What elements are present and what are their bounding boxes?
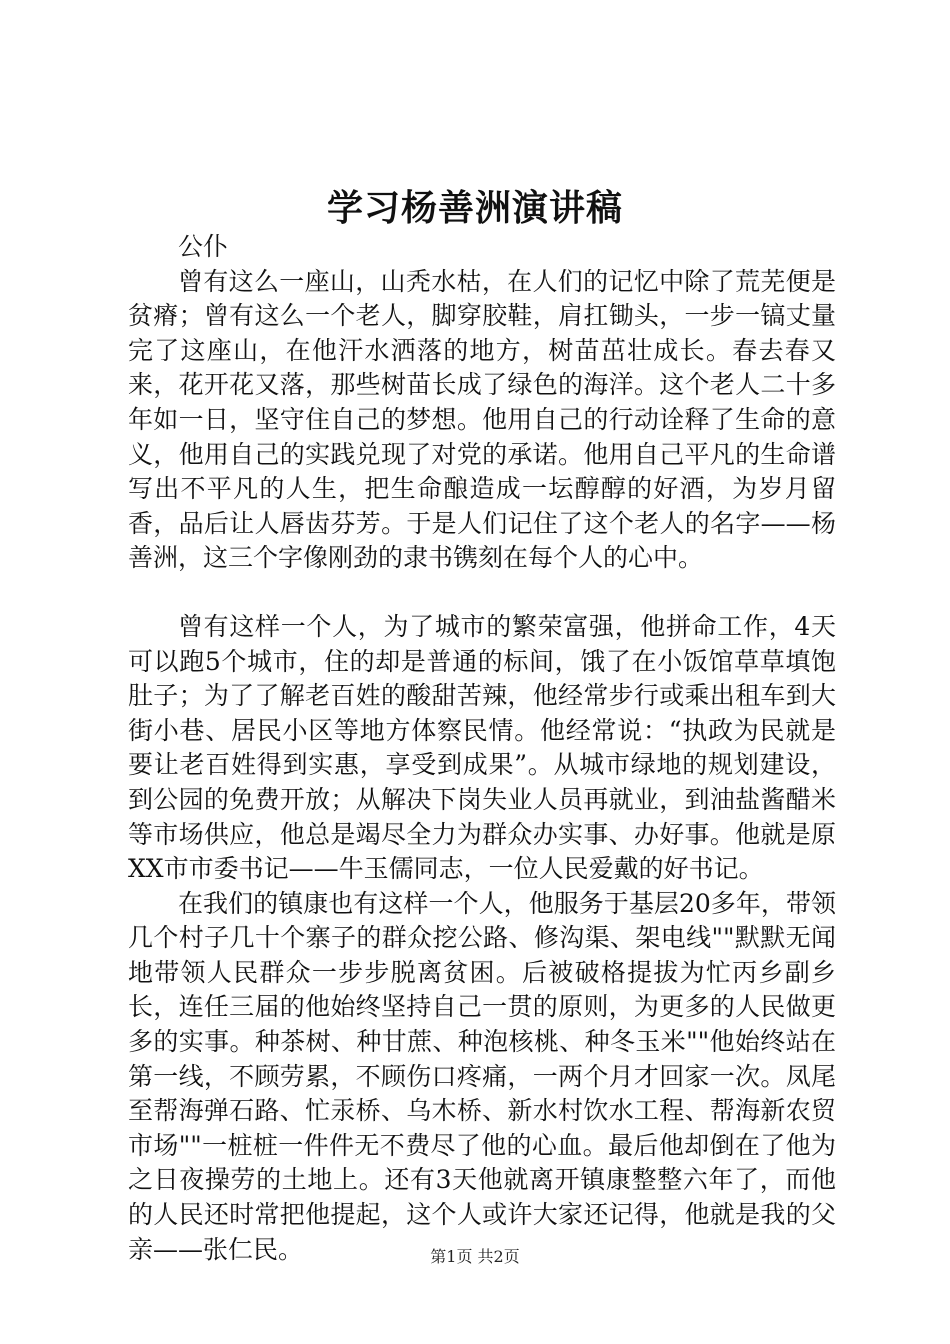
paragraph-3: 在我们的镇康也有这样一个人，他服务于基层20多年，带领几个村子几十个寨子的群众挖公路、修沟渠、架电线""默默无闻地带领人民群众一步步脱离贫困。后被破格提拔为忙丙乡副乡长，连任三届的他始终坚持自己一贯的原则，为更多的人民做更多的实事。种茶树、种甘蔗、种泡核桃、种冬玉米""他始终站在第一线，不顾劳累，不顾伤口疼痛，一两个月才回家一次。凤尾至帮海弹石路、忙汞桥、乌木桥、新水村饮水工程、帮海新农贸市场""一桩桩一件件无不费尽了他的心血。最后他却倒在了他为之日夜操劳的土地上。还有3天他就离开镇康整整六年了，而他的人民还时常把他提起，这个人或许大家还记得，他就是我的父亲——张仁民。 (128, 888, 836, 1264)
paragraph-1: 曾有这么一座山，山秃水枯，在人们的记忆中除了荒芜便是贫瘠；曾有这么一个老人，脚穿胶鞋，肩扛锄头，一步一镐丈量完了这座山，在他汗水洒落的地方，树苗茁壮成长。春去春又来，花开花又落，那些树苗长成了绿色的海洋。这个老人二十多年如一日，坚守住自己的梦想。他用自己的行动诠释了生命的意义，他用自己的实践兑现了对党的承诺。他用自己平凡的生命谱写出不平凡的人生，把生命酿造成一坛醇醇的好酒，为岁月留香，品后让人唇齿芬芳。于是人们记住了这个老人的名字——杨善洲，这三个字像刚劲的隶书镌刻在每个人的心中。 (128, 266, 836, 573)
document-title: 学习杨善洲演讲稿 (326, 187, 623, 229)
paragraph-spacer (128, 576, 836, 610)
document-body (128, 230, 836, 1267)
author-line: 公仆 (178, 232, 229, 261)
page-number-footer: 第1页 共2页 (430, 1247, 520, 1266)
paragraph-2: 曾有这样一个人，为了城市的繁荣富强，他拼命工作，4天可以跑5个城市，住的却是普通的标间，饿了在小饭馆草草填饱肚子；为了了解老百姓的酸甜苦辣，他经常步行或乘出租车到大街小巷、居民小区等地方体察民情。他经常说：“执政为民就是要让老百姓得到实惠，享受到成果”。从城市绿地的规划建设，到公园的免费开放；从解决下岗失业人员再就业，到油盐酱醋米等市场供应，他总是竭尽全力为群众办实事、办好事。他就是原XX市市委书记——牛玉儒同志，一位人民爱戴的好书记。 (128, 611, 836, 884)
